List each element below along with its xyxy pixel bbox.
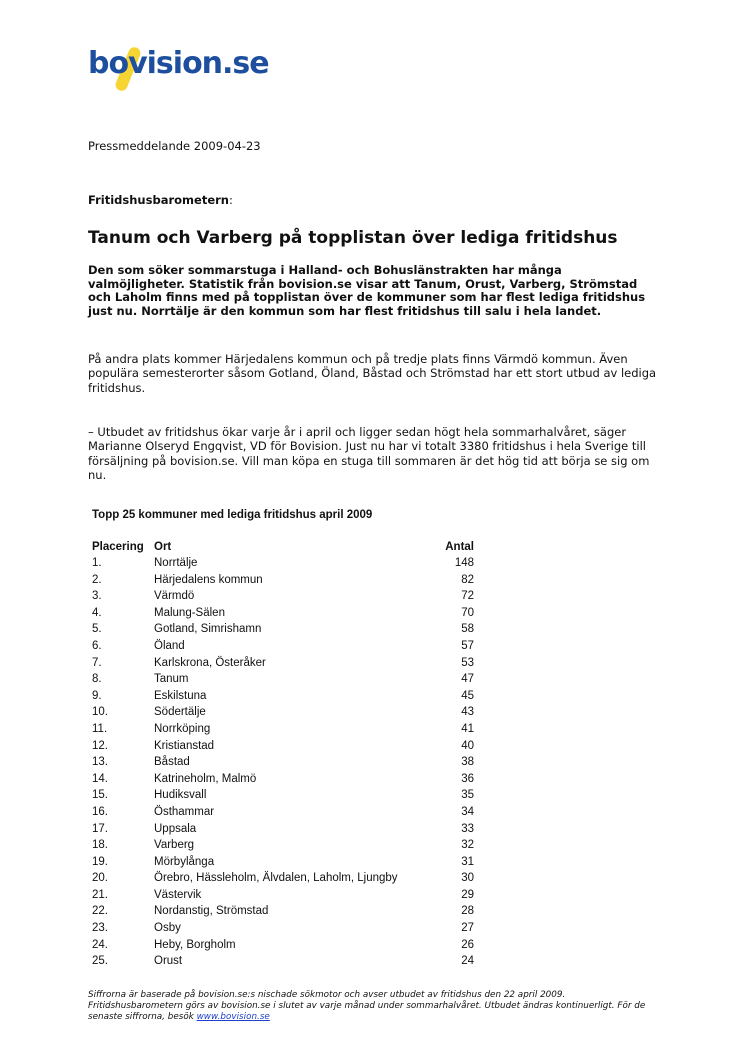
cell-antal: 34 [461,805,474,818]
cell-rank: 25. [92,955,108,968]
table-row [92,920,474,937]
cell-rank: 15. [92,789,108,802]
table-row [92,953,474,970]
cell-antal: 31 [461,855,474,868]
table-row [92,671,474,688]
cell-rank: 23. [92,922,108,935]
cell-ort: Varberg [154,839,195,852]
table-row [92,837,474,854]
footnote-text: Siffrorna är baserade på bovision.se:s nischade sökmotor och avser utbudet av fritidshus den 22 april 2009. Fritidshusbarometern görs av bovision.se i slutet av varje månad under sommarhalvåret. Utbudet ändras kontinuerligt. För de senaste siffrorna, besök [88,990,646,1022]
table-row [92,738,474,755]
table-row [92,903,474,920]
kicker-suffix: : [228,193,233,207]
cell-rank: 12. [92,739,108,752]
table-row [92,854,474,871]
kicker [88,193,233,207]
cell-rank: 18. [92,839,108,852]
table-row [92,655,474,672]
cell-rank: 4. [92,606,102,619]
body-paragraph-2: – Utbudet av fritidshus ökar varje år i april och ligger sedan högt hela sommarhalvåret, säger Marianne Olseryd Engqvist, VD för Bovision. Just nu har vi totalt 3380 fritidshus i hela Sverige till försäljning på bovision.se. Vill man köpa en stuga till sommaren är det hög tid att börja se sig om nu. [88,425,650,483]
table-header-row [92,540,474,555]
cell-ort: Södertälje [154,706,206,719]
cell-ort: Malung-Sälen [154,606,225,619]
ranking-table [92,540,474,970]
cell-ort: Örebro, Hässleholm, Älvdalen, Laholm, Ljungby [154,872,398,885]
table-row [92,555,474,572]
cell-antal: 30 [461,872,474,885]
table-row [92,754,474,771]
cell-ort: Mörbylånga [154,855,215,868]
table-row [92,937,474,954]
cell-rank: 20. [92,872,108,885]
table-body [92,555,474,970]
cell-rank: 24. [92,938,108,951]
table-row [92,704,474,721]
cell-antal: 29 [461,888,474,901]
cell-antal: 38 [461,756,474,769]
cell-rank: 14. [92,772,108,785]
cell-rank: 7. [92,656,102,669]
cell-antal: 28 [461,905,474,918]
cell-rank: 13. [92,756,108,769]
cell-ort: Norrköping [154,722,211,735]
cell-antal: 32 [461,839,474,852]
cell-ort: Kristianstad [154,739,215,752]
cell-antal: 72 [461,590,474,603]
cell-rank: 3. [92,590,102,603]
cell-antal: 70 [461,606,474,619]
cell-ort: Gotland, Simrishamn [154,623,262,636]
cell-rank: 11. [92,722,108,735]
table-row [92,887,474,904]
table-row [92,771,474,788]
cell-antal: 43 [461,706,474,719]
cell-rank: 19. [92,855,108,868]
cell-rank: 10. [92,706,108,719]
cell-ort: Katrineholm, Malmö [154,772,257,785]
cell-ort: Uppsala [154,822,197,835]
table-row [92,572,474,589]
cell-rank: 16. [92,805,108,818]
cell-ort: Tanum [154,673,189,686]
cell-antal: 40 [461,739,474,752]
table-row [92,804,474,821]
cell-ort: Östhammar [154,805,215,818]
cell-ort: Hudiksvall [154,789,207,802]
cell-ort: Värmdö [154,590,195,603]
table-title: Topp 25 kommuner med lediga fritidshus april 2009 [92,509,373,521]
header-ort: Ort [154,541,172,553]
body-paragraph-1: På andra plats kommer Härjedalens kommun och på tredje plats finns Värmdö kommun. Även populära semesterorter såsom Gotland, Öland, Båstad och Strömstad har ett stort utbud av lediga fritidshus. [88,352,657,395]
cell-ort: Öland [154,639,185,652]
cell-antal: 148 [454,557,474,569]
headline: Tanum och Varberg på topplistan över lediga fritidshus [88,228,618,248]
footnote [88,990,658,1022]
cell-ort: Heby, Borgholm [154,938,236,951]
bovision-link[interactable]: www.bovision.se [196,1011,270,1022]
cell-rank: 5. [92,623,102,636]
cell-antal: 53 [461,656,474,669]
cell-ort: Karlskrona, Österåker [154,656,266,669]
table-row [92,787,474,804]
cell-rank: 8. [92,673,102,686]
cell-ort: Båstad [154,756,190,769]
cell-antal: 58 [461,623,474,636]
cell-ort: Nordanstig, Strömstad [154,905,269,918]
cell-rank: 6. [92,639,102,652]
cell-rank: 1. [92,557,102,569]
table-row [92,721,474,738]
table-row [92,621,474,638]
cell-ort: Eskilstuna [154,689,207,702]
cell-rank: 22. [92,905,108,918]
table-row [92,821,474,838]
bovision-logo [88,46,288,96]
logo-text: bovision.se [88,46,269,81]
cell-antal: 41 [461,722,474,735]
cell-antal: 82 [461,573,474,586]
cell-ort: Osby [154,922,181,935]
table-row [92,605,474,622]
cell-ort: Norrtälje [154,557,198,569]
press-release-date: Pressmeddelande 2009-04-23 [88,139,261,153]
cell-rank: 2. [92,573,102,586]
cell-ort: Västervik [154,888,202,901]
table-row [92,588,474,605]
cell-antal: 57 [461,639,474,652]
cell-ort: Orust [154,955,183,968]
cell-antal: 47 [461,673,474,686]
header-rank: Placering [92,541,144,553]
cell-antal: 35 [461,789,474,802]
kicker-label: Fritidshusbarometern [88,193,229,207]
cell-antal: 26 [461,938,474,951]
table-row [92,870,474,887]
lead-paragraph: Den som söker sommarstuga i Halland- och Bohuslänstrakten har många valmöjligheter. Statistik från bovision.se visar att Tanum, Orust, Varberg, Strömstad och Laholm finns med på topplistan över de kommuner som har flest lediga fritidshus just nu. Norrtälje är den kommun som har flest fritidshus till salu i hela landet. [88,263,646,318]
cell-rank: 21. [92,888,108,901]
table-row [92,688,474,705]
cell-antal: 45 [461,689,474,702]
cell-antal: 36 [461,772,474,785]
cell-rank: 17. [92,822,108,835]
cell-rank: 9. [92,689,102,702]
cell-antal: 27 [461,922,474,935]
cell-antal: 24 [461,955,474,968]
header-antal: Antal [445,541,474,553]
table-row [92,638,474,655]
cell-ort: Härjedalens kommun [154,573,263,586]
cell-antal: 33 [461,822,474,835]
